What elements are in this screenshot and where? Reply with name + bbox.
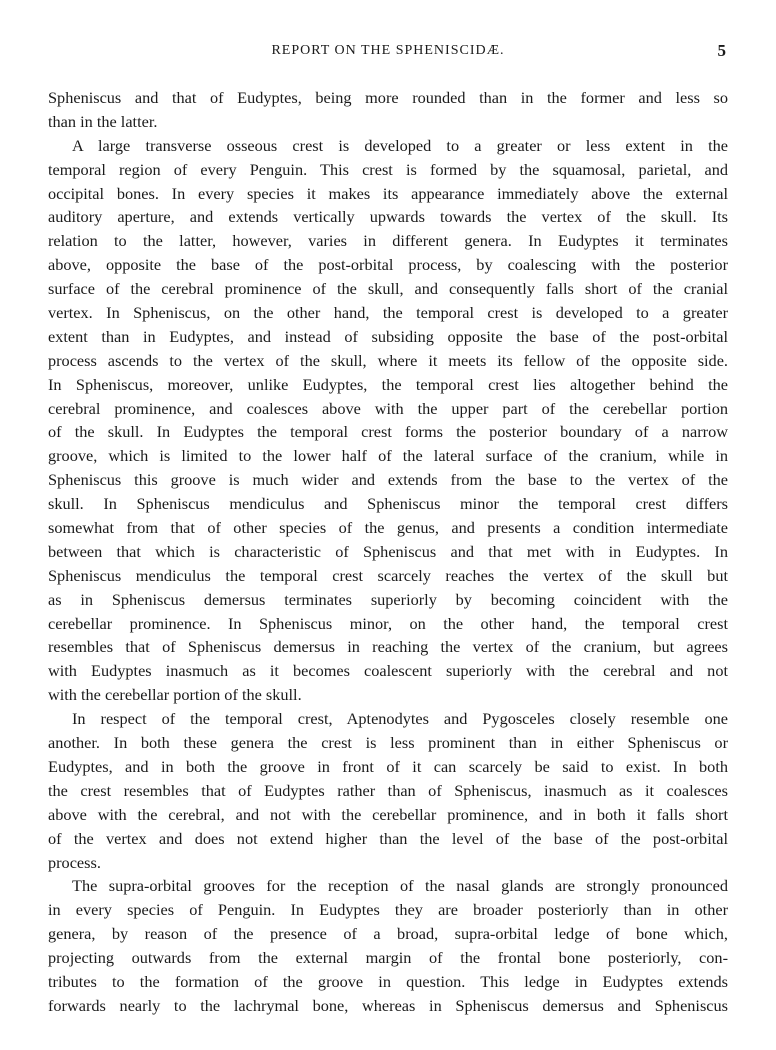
paragraph — [48, 86, 728, 134]
text-line: above, opposite the base of the post-orbital process, by coalescing with the posterior — [48, 255, 728, 275]
text-line: process. — [48, 852, 101, 872]
text-line: vertex. In Spheniscus, on the other hand, the temporal crest is developed to a greater — [48, 303, 728, 323]
text-line: A large transverse osseous crest is developed to a greater or less extent in the — [72, 135, 728, 155]
paragraph — [48, 134, 728, 707]
text-line: than in the latter. — [48, 111, 158, 131]
text-line: forwards nearly to the lachrymal bone, whereas in Spheniscus demersus and Spheniscus — [48, 995, 728, 1015]
text-line: another. In both these genera the crest is less prominent than in either Spheniscus or — [48, 733, 728, 753]
text-line: of the skull. In Eudyptes the temporal crest forms the posterior boundary of a narrow — [48, 422, 728, 442]
text-line: above with the cerebral, and not with the cerebellar prominence, and in both it falls short — [48, 804, 728, 824]
text-line: as in Spheniscus demersus terminates superiorly by becoming coincident with the — [48, 589, 728, 609]
text-line: somewhat from that of other species of the genus, and presents a condition intermediate — [48, 518, 728, 538]
text-line: with Eudyptes inasmuch as it becomes coalescent superiorly with the cerebral and not — [48, 661, 728, 681]
text-line: surface of the cerebral prominence of the skull, and consequently falls short of the cranial — [48, 279, 728, 299]
text-line: temporal region of every Penguin. This crest is formed by the squamosal, parietal, and — [48, 159, 728, 179]
text-line: the crest resembles that of Eudyptes rather than of Spheniscus, inasmuch as it coalesces — [48, 780, 728, 800]
text-line: relation to the latter, however, varies in different genera. In Eudyptes it terminates — [48, 231, 728, 251]
running-title: REPORT ON THE SPHENISCIDÆ. — [271, 43, 505, 58]
paragraph — [48, 707, 728, 874]
page-number: 5 — [717, 41, 726, 60]
text-line: In Spheniscus, moreover, unlike Eudyptes, the temporal crest lies altogether behind the — [48, 374, 728, 394]
text-line: Eudyptes, and in both the groove in front of it can scarcely be said to exist. In both — [48, 756, 728, 776]
text-line: extent than in Eudyptes, and instead of subsiding opposite the base of the post-orbital — [48, 326, 728, 346]
text-line: of the vertex and does not extend higher than the level of the base of the post-orbital — [48, 828, 728, 848]
text-line: occipital bones. In every species it makes its appearance immediately above the external — [48, 183, 728, 203]
text-line: auditory aperture, and extends vertically upwards towards the vertex of the skull. Its — [48, 207, 728, 227]
text-line: skull. In Spheniscus mendiculus and Spheniscus minor the temporal crest differs — [48, 494, 728, 514]
text-line: Spheniscus mendiculus the temporal crest scarcely reaches the vertex of the skull but — [48, 565, 728, 585]
text-line: cerebral prominence, and coalesces above with the upper part of the cerebellar portion — [48, 398, 728, 418]
text-line: in every species of Penguin. In Eudyptes they are broader posteriorly than in other — [48, 900, 728, 920]
text-line: The supra-orbital grooves for the reception of the nasal glands are strongly pronounced — [72, 876, 728, 896]
text-line: resembles that of Spheniscus demersus in reaching the vertex of the cranium, but agrees — [48, 637, 728, 657]
text-line: groove, which is limited to the lower half of the lateral surface of the cranium, while in — [48, 446, 728, 466]
text-line: Spheniscus and that of Eudyptes, being more rounded than in the former and less so — [48, 88, 728, 107]
page-header — [50, 43, 726, 65]
text-line: between that which is characteristic of Spheniscus and that met with in Eudyptes. In — [48, 541, 728, 561]
text-line: genera, by reason of the presence of a broad, supra-orbital ledge of bone which, — [48, 924, 728, 944]
text-line: cerebellar prominence. In Spheniscus minor, on the other hand, the temporal crest — [48, 613, 728, 633]
body-text — [48, 86, 728, 1018]
text-line: with the cerebellar portion of the skull. — [48, 685, 302, 705]
text-line: projecting outwards from the external margin of the frontal bone posteriorly, con- — [48, 948, 728, 968]
text-line: In respect of the temporal crest, Aptenodytes and Pygosceles closely resemble one — [72, 709, 728, 729]
text-line: tributes to the formation of the groove in question. This ledge in Eudyptes extends — [48, 971, 728, 991]
text-line: process ascends to the vertex of the skull, where it meets its fellow of the opposite side. — [48, 350, 728, 370]
paragraph — [48, 874, 728, 1017]
text-line: Spheniscus this groove is much wider and extends from the base to the vertex of the — [48, 470, 728, 490]
